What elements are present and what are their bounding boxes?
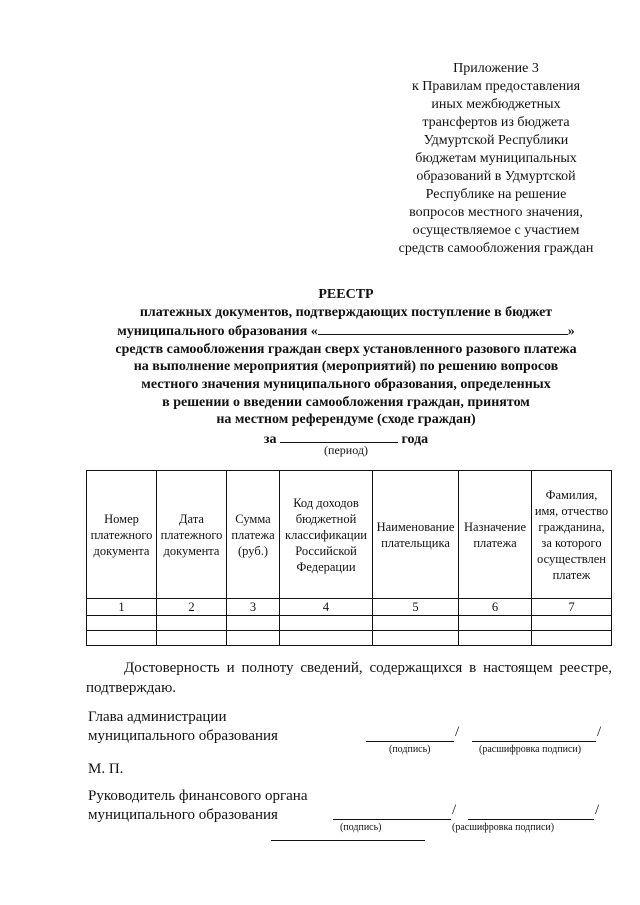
table-cell [280, 616, 373, 631]
appendix-line: трансфертов из бюджета [422, 115, 570, 130]
slash-separator: / [597, 724, 602, 740]
finance-decoding-line [468, 819, 594, 820]
column-number: 2 [157, 599, 227, 616]
appendix-line: Удмуртской Республики [423, 133, 569, 148]
title-line: средств самообложения граждан сверх установленного разового платежа [115, 341, 577, 357]
slash-separator: / [455, 724, 460, 740]
title-line: местного значения муниципального образования, определенных [141, 376, 551, 392]
table-header-row [87, 471, 612, 599]
column-number-row [87, 599, 612, 616]
column-header: Назначение платежа [459, 471, 532, 599]
municipality-blank [318, 321, 568, 335]
table-cell [280, 631, 373, 646]
finance-title-line: муниципального образования [88, 807, 278, 823]
appendix-line: образований в Удмуртской [416, 169, 576, 184]
head-title-line: муниципального образования [88, 728, 278, 744]
head-title-line: Глава администрации [88, 709, 227, 725]
table-cell [373, 631, 459, 646]
table-cell [227, 616, 280, 631]
appendix-line: Приложение 3 [453, 61, 539, 76]
finance-signature-label [88, 787, 308, 825]
title-line: на выполнение мероприятия (мероприятий) по решению вопросов [133, 359, 559, 375]
column-header: Код доходов бюджетной классификации Российской Федерации [280, 471, 373, 599]
finance-signature-line [333, 819, 451, 820]
document-title-block [80, 286, 612, 448]
period-prefix: за [263, 431, 277, 447]
title-line-suffix: » [567, 324, 575, 340]
table-cell [459, 616, 532, 631]
title-line: в решении о введении самообложения граждан, принятом [162, 394, 530, 410]
table-cell [459, 631, 532, 646]
title-line: на местном референдуме (сходе граждан) [216, 412, 476, 428]
table-cell [532, 631, 612, 646]
column-number: 5 [373, 599, 459, 616]
confirmation-line: подтверждаю. [86, 680, 177, 696]
appendix-line: вопросов местного значения, [409, 205, 583, 220]
table-row [87, 631, 612, 646]
table-cell [227, 631, 280, 646]
head-signature-label [88, 708, 278, 746]
head-signature-line [366, 741, 454, 742]
period-caption: (период) [324, 443, 368, 457]
closing-divider [271, 840, 425, 841]
column-header: Дата платежного документа [157, 471, 227, 599]
appendix-line: к Правилам предоставления [411, 79, 581, 94]
period-blank [280, 429, 398, 443]
column-number: 1 [87, 599, 157, 616]
column-header: Фамилия, имя, отчество гражданина, за которого осуществлен платеж [532, 471, 612, 599]
appendix-block [380, 60, 612, 258]
title-line-municipality [80, 321, 612, 341]
confirmation-text [86, 658, 612, 698]
signature-caption: (подпись) [389, 744, 431, 755]
table-row [87, 616, 612, 631]
head-decoding-line [472, 741, 596, 742]
registry-table [86, 470, 612, 646]
signature-caption: (подпись) [340, 822, 382, 833]
appendix-line: средств самообложения граждан [398, 241, 594, 256]
period-suffix: года [401, 431, 429, 447]
decoding-caption: (расшифровка подписи) [479, 744, 582, 755]
appendix-line: осуществляемое с участием [412, 223, 580, 238]
table-cell [532, 616, 612, 631]
appendix-line: Республике на решение [425, 187, 567, 202]
appendix-line: иных межбюджетных [431, 97, 561, 112]
column-number: 4 [280, 599, 373, 616]
table-cell [157, 616, 227, 631]
title-line-prefix: муниципального образования « [117, 324, 318, 340]
document-heading: РЕЕСТР [318, 287, 374, 302]
column-header: Сумма платежа (руб.) [227, 471, 280, 599]
slash-separator: / [595, 802, 600, 818]
appendix-line: бюджетам муниципальных [415, 151, 577, 166]
column-header: Номер платежного документа [87, 471, 157, 599]
table-cell [87, 616, 157, 631]
column-header: Наименование плательщика [373, 471, 459, 599]
slash-separator: / [452, 802, 457, 818]
decoding-caption: (расшифровка подписи) [452, 822, 555, 833]
finance-title-line: Руководитель финансового органа [88, 788, 308, 804]
stamp-label: М. П. [88, 761, 124, 777]
table-cell [87, 631, 157, 646]
column-number: 6 [459, 599, 532, 616]
confirmation-line: Достоверность и полноту сведений, содержащихся в настоящем реестре, [124, 660, 612, 676]
title-line: платежных документов, подтверждающих поступление в бюджет [139, 304, 553, 320]
column-number: 3 [227, 599, 280, 616]
column-number: 7 [532, 599, 612, 616]
table-cell [157, 631, 227, 646]
table-cell [373, 616, 459, 631]
